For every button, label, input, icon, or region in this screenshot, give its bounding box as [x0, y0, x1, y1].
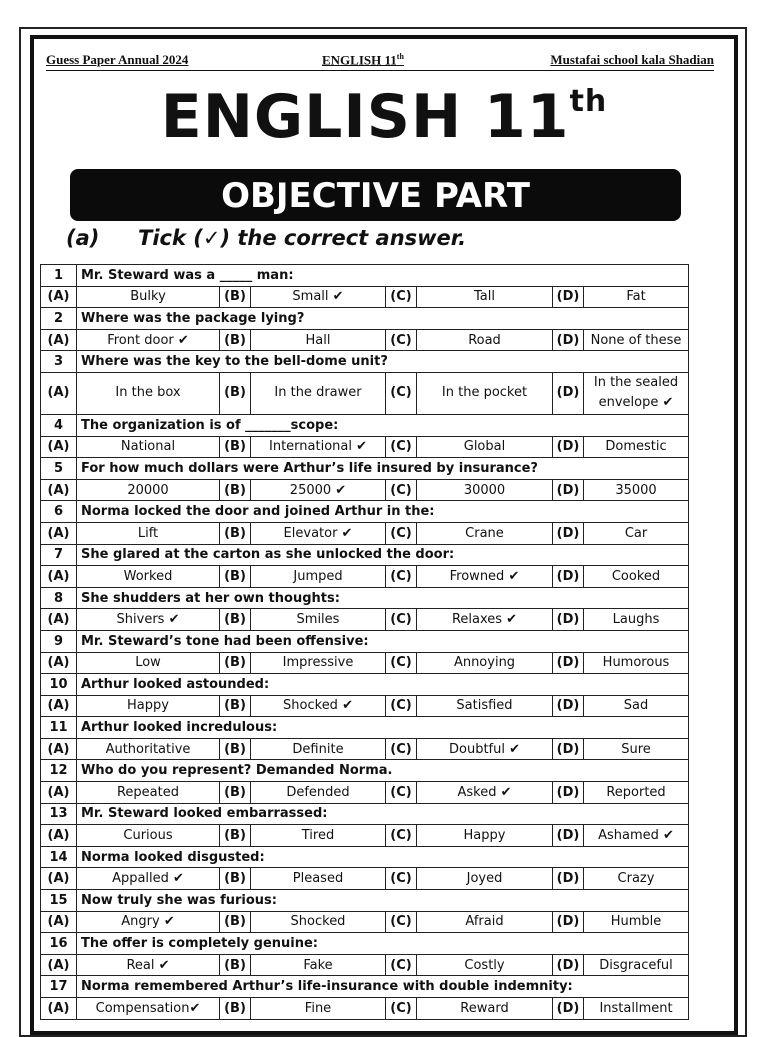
option-label-c: (C) [386, 782, 417, 804]
option-label-b: (B) [220, 436, 251, 458]
option-a: Lift [77, 522, 220, 544]
option-label-b: (B) [220, 954, 251, 976]
question-number: 9 [41, 630, 77, 652]
option-label-a: (A) [41, 372, 77, 414]
option-c: Crane [417, 522, 553, 544]
question-number: 15 [41, 890, 77, 912]
question-row [41, 414, 689, 436]
option-a: In the box [77, 372, 220, 414]
question-row [41, 308, 689, 330]
option-d: Sure [584, 738, 689, 760]
option-a: Front door ✔ [77, 329, 220, 351]
mcq-table [40, 264, 689, 1020]
question-text: She glared at the carton as she unlocked the door: [77, 544, 689, 566]
option-d: Cooked [584, 566, 689, 588]
options-row [41, 329, 689, 351]
option-label-c: (C) [386, 479, 417, 501]
header-subject: ENGLISH 11 [322, 52, 397, 68]
question-text: Norma looked disgusted: [77, 846, 689, 868]
option-label-b: (B) [220, 522, 251, 544]
option-c: Costly [417, 954, 553, 976]
option-label-c: (C) [386, 286, 417, 308]
option-b: In the drawer [251, 372, 386, 414]
options-row [41, 286, 689, 308]
title-sup: th [569, 84, 608, 119]
option-label-c: (C) [386, 868, 417, 890]
question-number: 2 [41, 308, 77, 330]
option-b: Hall [251, 329, 386, 351]
option-c: Asked ✔ [417, 782, 553, 804]
question-text: Who do you represent? Demanded Norma. [77, 760, 689, 782]
option-c: Afraid [417, 911, 553, 933]
option-a: National [77, 436, 220, 458]
question-text: The organization is of _______scope: [77, 414, 689, 436]
question-text: Norma remembered Arthur’s life-insurance with double indemnity: [77, 976, 689, 998]
option-label-b: (B) [220, 479, 251, 501]
option-label-a: (A) [41, 911, 77, 933]
option-label-d: (D) [553, 609, 584, 631]
option-b: Impressive [251, 652, 386, 674]
option-d: In the sealed envelope ✔ [584, 372, 689, 414]
option-c: Satisfied [417, 695, 553, 717]
question-row [41, 890, 689, 912]
options-row [41, 738, 689, 760]
option-label-a: (A) [41, 286, 77, 308]
option-label-b: (B) [220, 372, 251, 414]
options-row [41, 868, 689, 890]
question-row [41, 265, 689, 287]
options-row [41, 436, 689, 458]
option-label-c: (C) [386, 998, 417, 1020]
option-label-b: (B) [220, 738, 251, 760]
option-label-b: (B) [220, 868, 251, 890]
option-label-a: (A) [41, 329, 77, 351]
page-title [0, 82, 768, 152]
option-label-a: (A) [41, 566, 77, 588]
option-c: Tall [417, 286, 553, 308]
question-row [41, 351, 689, 373]
option-d: Humorous [584, 652, 689, 674]
option-c: Frowned ✔ [417, 566, 553, 588]
option-a: Appalled ✔ [77, 868, 220, 890]
option-b: Tired [251, 825, 386, 847]
option-label-b: (B) [220, 695, 251, 717]
question-text: Mr. Steward looked embarrassed: [77, 803, 689, 825]
option-label-c: (C) [386, 436, 417, 458]
option-label-d: (D) [553, 695, 584, 717]
header-right: Mustafai school kala Shadian [550, 52, 714, 67]
option-d: Reported [584, 782, 689, 804]
option-d: 35000 [584, 479, 689, 501]
question-row [41, 933, 689, 955]
question-number: 16 [41, 933, 77, 955]
option-label-a: (A) [41, 522, 77, 544]
option-label-d: (D) [553, 652, 584, 674]
option-c: Reward [417, 998, 553, 1020]
option-label-a: (A) [41, 609, 77, 631]
option-b: International ✔ [251, 436, 386, 458]
question-text: Norma locked the door and joined Arthur in the: [77, 501, 689, 523]
question-number: 10 [41, 674, 77, 696]
option-label-a: (A) [41, 479, 77, 501]
question-number: 7 [41, 544, 77, 566]
option-c: In the pocket [417, 372, 553, 414]
option-label-c: (C) [386, 738, 417, 760]
option-d: Laughs [584, 609, 689, 631]
instruction [66, 226, 466, 250]
question-number: 17 [41, 976, 77, 998]
option-d: Fat [584, 286, 689, 308]
options-row [41, 695, 689, 717]
option-d: Disgraceful [584, 954, 689, 976]
options-row [41, 566, 689, 588]
option-label-a: (A) [41, 954, 77, 976]
option-label-d: (D) [553, 911, 584, 933]
option-c: Joyed [417, 868, 553, 890]
question-row [41, 976, 689, 998]
option-label-d: (D) [553, 738, 584, 760]
option-label-c: (C) [386, 954, 417, 976]
title-main: ENGLISH 11 [160, 82, 570, 152]
option-label-d: (D) [553, 566, 584, 588]
option-a: Worked [77, 566, 220, 588]
options-row [41, 782, 689, 804]
option-c: Global [417, 436, 553, 458]
option-d: Humble [584, 911, 689, 933]
question-row [41, 803, 689, 825]
option-b: Elevator ✔ [251, 522, 386, 544]
question-row [41, 760, 689, 782]
instruction-text: Tick (✓) the correct answer. [138, 226, 467, 250]
options-row [41, 652, 689, 674]
option-label-a: (A) [41, 998, 77, 1020]
option-b: Pleased [251, 868, 386, 890]
question-number: 12 [41, 760, 77, 782]
question-text: Where was the package lying? [77, 308, 689, 330]
option-label-c: (C) [386, 652, 417, 674]
options-row [41, 609, 689, 631]
question-number: 4 [41, 414, 77, 436]
option-a: Shivers ✔ [77, 609, 220, 631]
header-subject-sup: th [396, 52, 404, 61]
option-label-a: (A) [41, 695, 77, 717]
option-label-d: (D) [553, 372, 584, 414]
option-label-d: (D) [553, 522, 584, 544]
option-d: Sad [584, 695, 689, 717]
option-b: Fine [251, 998, 386, 1020]
options-row [41, 911, 689, 933]
question-number: 1 [41, 265, 77, 287]
option-label-d: (D) [553, 436, 584, 458]
question-number: 11 [41, 717, 77, 739]
option-a: Happy [77, 695, 220, 717]
question-text: The offer is completely genuine: [77, 933, 689, 955]
question-row [41, 587, 689, 609]
option-a: Compensation✔ [77, 998, 220, 1020]
option-label-b: (B) [220, 652, 251, 674]
question-number: 3 [41, 351, 77, 373]
question-text: Arthur looked astounded: [77, 674, 689, 696]
option-d: Ashamed ✔ [584, 825, 689, 847]
question-row [41, 501, 689, 523]
option-a: Real ✔ [77, 954, 220, 976]
option-label-c: (C) [386, 609, 417, 631]
option-label-d: (D) [553, 782, 584, 804]
option-d: Installment [584, 998, 689, 1020]
header-middle [322, 52, 404, 68]
option-a: Repeated [77, 782, 220, 804]
question-text: Mr. Steward was a _____ man: [77, 265, 689, 287]
option-d: Domestic [584, 436, 689, 458]
option-label-c: (C) [386, 695, 417, 717]
options-row [41, 522, 689, 544]
question-row [41, 630, 689, 652]
option-b: 25000 ✔ [251, 479, 386, 501]
options-row [41, 825, 689, 847]
option-d: None of these [584, 329, 689, 351]
option-c: Relaxes ✔ [417, 609, 553, 631]
option-label-d: (D) [553, 479, 584, 501]
option-b: Shocked ✔ [251, 695, 386, 717]
option-label-d: (D) [553, 329, 584, 351]
options-row [41, 954, 689, 976]
option-b: Fake [251, 954, 386, 976]
option-label-a: (A) [41, 782, 77, 804]
option-label-b: (B) [220, 782, 251, 804]
option-a: Bulky [77, 286, 220, 308]
option-d: Crazy [584, 868, 689, 890]
option-label-b: (B) [220, 566, 251, 588]
question-text: Now truly she was furious: [77, 890, 689, 912]
option-c: 30000 [417, 479, 553, 501]
question-text: Arthur looked incredulous: [77, 717, 689, 739]
question-text: Where was the key to the bell-dome unit? [77, 351, 689, 373]
question-row [41, 846, 689, 868]
option-c: Happy [417, 825, 553, 847]
question-number: 14 [41, 846, 77, 868]
option-a: Low [77, 652, 220, 674]
option-label-b: (B) [220, 609, 251, 631]
option-label-c: (C) [386, 329, 417, 351]
options-row [41, 479, 689, 501]
question-number: 8 [41, 587, 77, 609]
options-row [41, 998, 689, 1020]
instruction-letter: (a) [66, 226, 100, 250]
header-left: Guess Paper Annual 2024 [46, 52, 189, 67]
option-b: Small ✔ [251, 286, 386, 308]
question-text: She shudders at her own thoughts: [77, 587, 689, 609]
option-label-d: (D) [553, 954, 584, 976]
option-label-c: (C) [386, 911, 417, 933]
paper-header [46, 50, 714, 71]
option-label-c: (C) [386, 372, 417, 414]
question-number: 6 [41, 501, 77, 523]
question-row [41, 544, 689, 566]
option-b: Jumped [251, 566, 386, 588]
question-text: For how much dollars were Arthur’s life insured by insurance? [77, 458, 689, 480]
option-label-a: (A) [41, 738, 77, 760]
option-label-b: (B) [220, 998, 251, 1020]
options-row [41, 372, 689, 414]
option-b: Smiles [251, 609, 386, 631]
option-label-a: (A) [41, 436, 77, 458]
question-row [41, 717, 689, 739]
option-c: Annoying [417, 652, 553, 674]
option-label-a: (A) [41, 825, 77, 847]
question-text: Mr. Steward’s tone had been offensive: [77, 630, 689, 652]
option-b: Shocked [251, 911, 386, 933]
option-label-d: (D) [553, 998, 584, 1020]
option-label-b: (B) [220, 825, 251, 847]
option-label-d: (D) [553, 868, 584, 890]
option-label-c: (C) [386, 825, 417, 847]
option-b: Defended [251, 782, 386, 804]
question-number: 13 [41, 803, 77, 825]
option-a: Angry ✔ [77, 911, 220, 933]
option-label-a: (A) [41, 868, 77, 890]
option-a: Authoritative [77, 738, 220, 760]
option-label-c: (C) [386, 522, 417, 544]
option-a: Curious [77, 825, 220, 847]
question-row [41, 674, 689, 696]
option-label-b: (B) [220, 329, 251, 351]
option-label-c: (C) [386, 566, 417, 588]
option-b: Definite [251, 738, 386, 760]
option-c: Doubtful ✔ [417, 738, 553, 760]
option-a: 20000 [77, 479, 220, 501]
option-c: Road [417, 329, 553, 351]
option-d: Car [584, 522, 689, 544]
option-label-a: (A) [41, 652, 77, 674]
option-label-d: (D) [553, 286, 584, 308]
option-label-d: (D) [553, 825, 584, 847]
question-number: 5 [41, 458, 77, 480]
option-label-b: (B) [220, 286, 251, 308]
option-label-b: (B) [220, 911, 251, 933]
section-banner: OBJECTIVE PART [70, 169, 681, 221]
question-row [41, 458, 689, 480]
